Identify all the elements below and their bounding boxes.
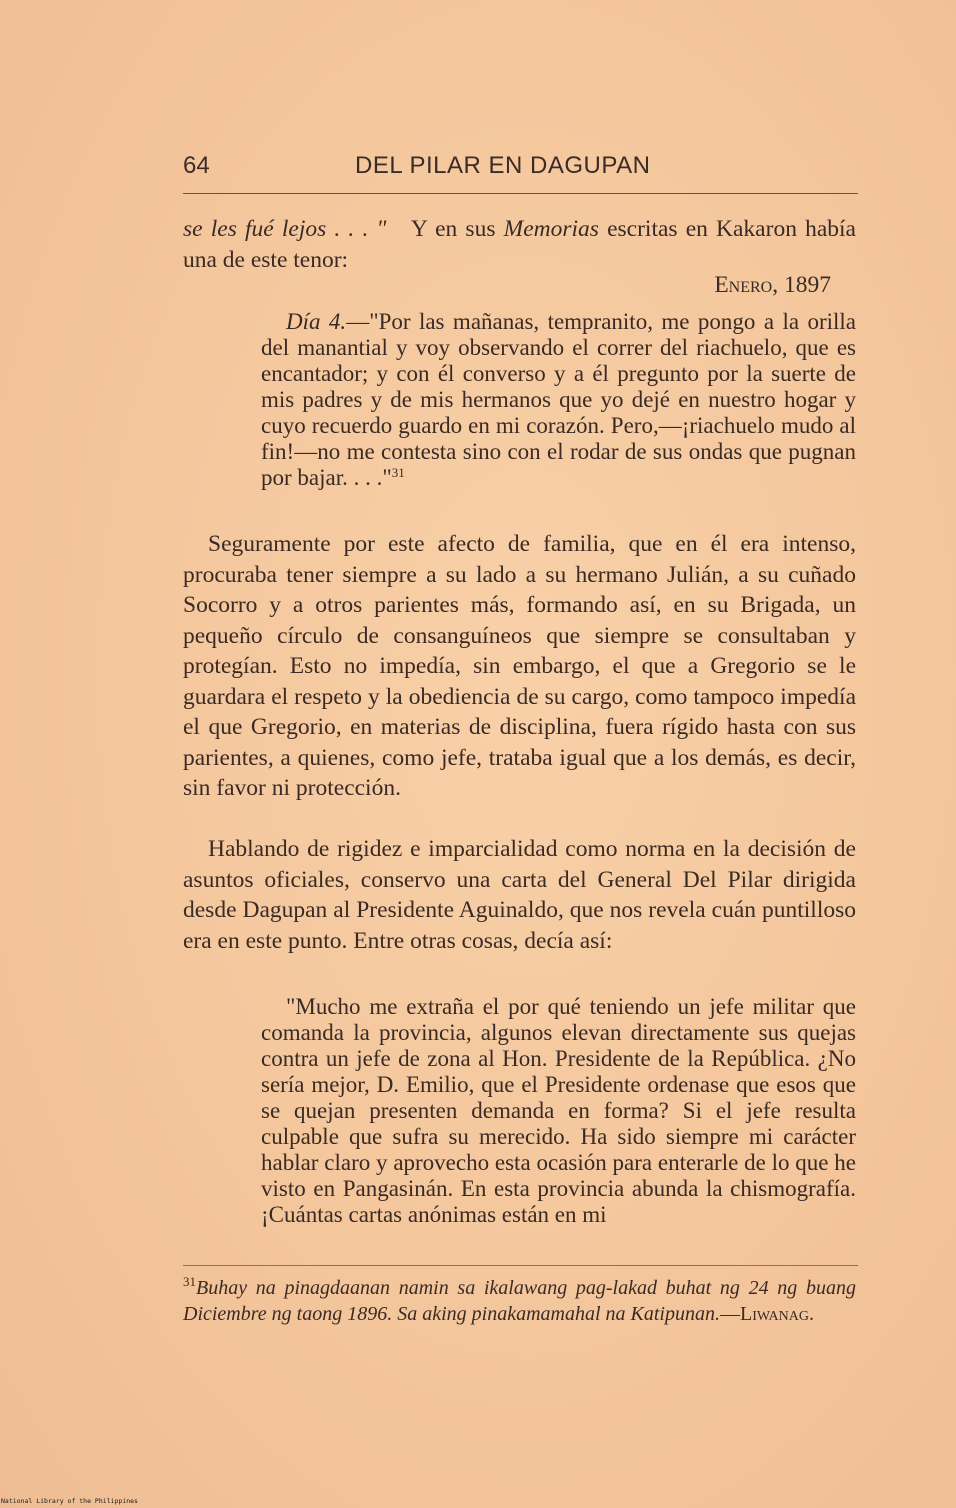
footnote-signature: —Liwanag.: [720, 1303, 814, 1325]
footnote: [183, 1275, 856, 1327]
letter-quote-text: "Mucho me extraña el por qué teniendo un jefe militar que comanda la provincia, algunos elevan directamente sus quejas contra un jefe de zona al Hon. Presidente de la República. ¿No sería mejor, D. Emilio, que el Presidente ordenase que esos que se quejan presenten demanda en forma? Si el jefe resulta culpable que sufra su merecido. Ha sido siempre mi carácter hablar claro y aprovecho esta ocasión para enterarle de lo que he visto en Pangasinán. En esta provincia abunda la chismografía. ¡Cuántas cartas anónimas están en mi: [261, 994, 856, 1227]
body-paragraph-1: [183, 529, 856, 804]
running-title: DEL PILAR EN DAGUPAN: [355, 152, 651, 179]
diary-entry-text: —"Por las mañanas, tempranito, me pongo a la orilla del manantial y voy observando el correr del riachuelo, que es encantador; y con él converso y a él pregunto por la suerte de mis padres y de mis hermanos que yo dejé en nuestro hogar y cuyo recuerdo guardo en mi corazón. Pero,—¡riachuelo mudo al fin!—no me contesta sino con el rodar de sus ondas que pugnan por bajar. . . .": [261, 309, 857, 490]
footnote-reference: 31: [391, 465, 405, 480]
body-paragraph-2: [183, 834, 856, 956]
intro-text-continued: escritas en Kakaron había una de este tenor:: [183, 216, 856, 273]
footnote-number: 31: [183, 1274, 196, 1289]
footnote-text: Buhay na pinagdaanan namin sa ikalawang pag-lakad buhat ng 24 ng buang Diciembre ng taong 1896. Sa aking pinakamamahal na Katipunan.: [183, 1277, 856, 1325]
page-header: [183, 150, 858, 186]
quote-ending: se les fué lejos . . . ": [183, 216, 387, 242]
diary-entry-label: Día 4.: [286, 309, 347, 334]
header-rule: [183, 193, 858, 194]
letter-quote: [261, 994, 856, 1228]
diary-date: Enero, 1897: [714, 272, 831, 298]
book-title: Memorias: [503, 216, 599, 242]
footnote-rule: [183, 1265, 858, 1266]
paragraph-family: Seguramente por este afecto de familia, que en él era intenso, procuraba tener siempre a su lado a su hermano Julián, a su cuñado Socorro y a otros parientes más, formando así, en su Brigada, un pequeño círculo de consanguíneos que siempre se consultaban y protegían. Esto no impedía, sin embargo, el que a Gregorio se le guardara el respeto y la obediencia de su cargo, como tampoco impedía el que Gregorio, en materias de disciplina, fuera rígido hasta con sus parientes, a quienes, como jefe, trataba igual que a los demás, es decir, sin favor ni protección.: [183, 531, 856, 801]
library-credit: National Library of the Philippines: [1, 1497, 138, 1505]
page-number: 64: [183, 152, 210, 179]
intro-text: Y en sus: [410, 216, 496, 242]
paragraph-rigidity: Hablando de rigidez e imparcialidad como norma en la decisión de asuntos oficiales, conservo una carta del General Del Pilar dirigida desde Dagupan al Presidente Aguinaldo, que nos revela cuán puntilloso era en este punto. Entre otras cosas, decía así:: [183, 836, 856, 954]
diary-entry: [261, 309, 856, 491]
intro-paragraph: [183, 214, 856, 275]
